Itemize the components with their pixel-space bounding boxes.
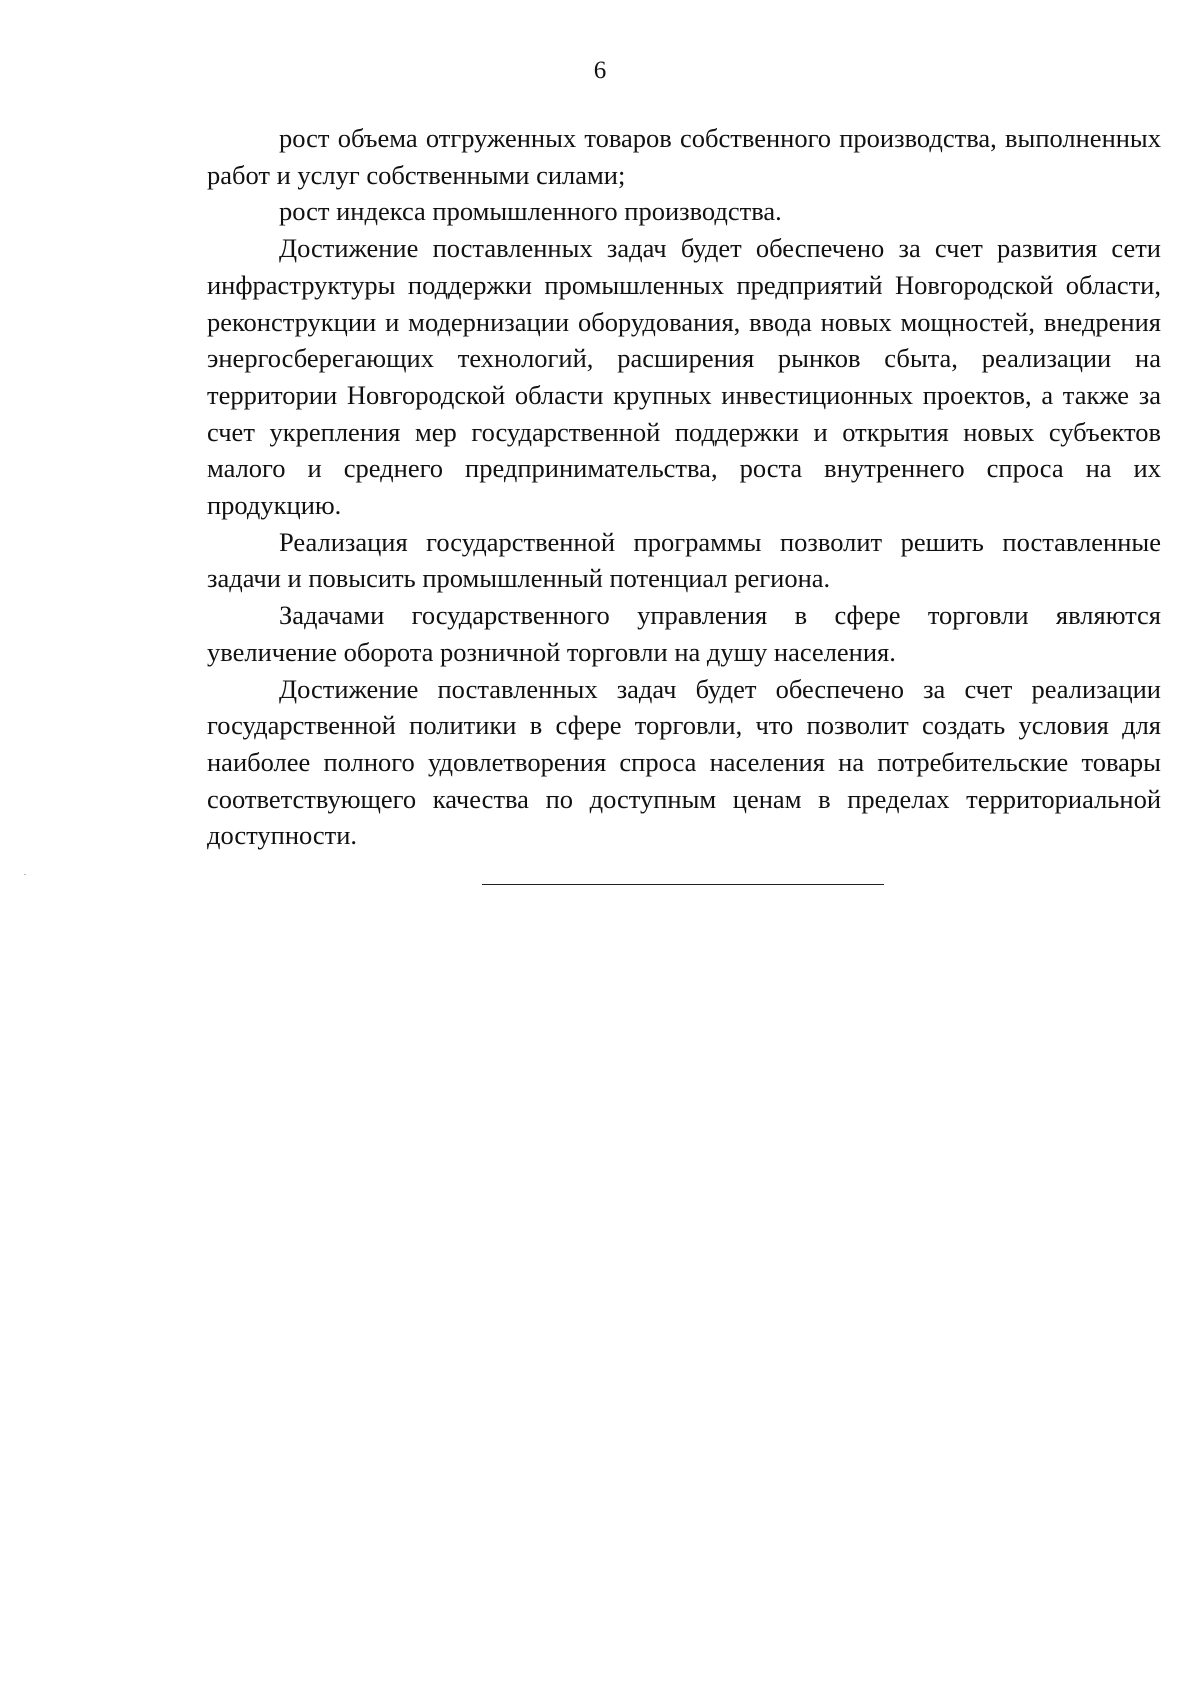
page-number: 6 bbox=[593, 57, 607, 84]
scan-speck bbox=[24, 874, 26, 875]
paragraph-industrial-tasks: Достижение поставленных задач будет обеспечено за счет развития сети инфраструктуры поддержки промышленных предприятий Новгородской области, реконструкции и модернизации оборудования, ввода новых мощностей, внедрения энергосберегающих технологий, расширения рынков сбыта, реализации на территории Новгородской области крупных инвестиционных проектов, а также за счет укрепления мер государственной поддержки и открытия новых субъектов малого и среднего предпринимательства, роста внутреннего спроса на их продукцию. bbox=[207, 233, 1161, 521]
paragraph-trade-policy: Достижение поставленных задач будет обеспечено за счет реализации государственной политики в сфере торговли, что позволит создать условия для наиболее полного удовлетворения спроса населения на потребительские товары соответствующего качества по доступным ценам в пределах территориальной доступности. bbox=[207, 673, 1161, 851]
paragraph-trade-management-tasks: Задачами государственного управления в сфере торговли являются увеличение оборота розничной торговли на душу населения. bbox=[207, 600, 1161, 667]
paragraph-shipment-growth: рост объема отгруженных товаров собственного производства, выполненных работ и услуг собственными силами; bbox=[207, 123, 1161, 190]
paragraph-production-index: рост индекса промышленного производства. bbox=[279, 196, 782, 227]
paragraph-program-implementation: Реализация государственной программы позволит решить поставленные задачи и повысить промышленный потенциал региона. bbox=[207, 526, 1161, 594]
end-of-text-rule bbox=[482, 884, 884, 885]
document-body bbox=[207, 120, 1161, 854]
